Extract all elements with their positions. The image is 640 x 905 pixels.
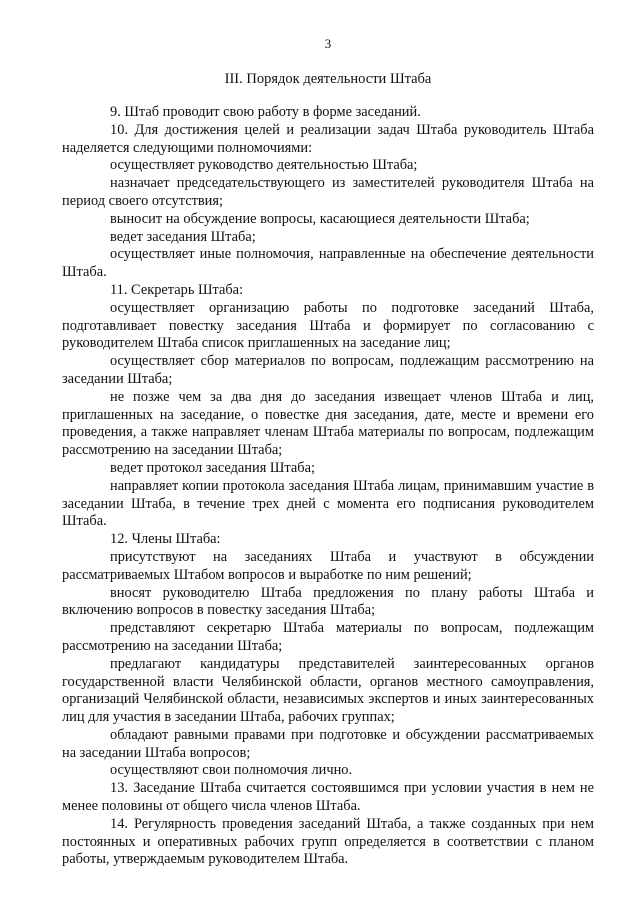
- paragraph: 11. Секретарь Штаба:: [110, 281, 244, 298]
- paragraph: не позже чем за два дня до заседания извещает членов Штаба и лиц, приглашенных на заседание, о повестке дня заседания, дате, месте и времени его проведения, а также направляет членам Штаба материалы по вопросам, подлежащим рассмотрению на заседании Штаба;: [62, 388, 594, 459]
- paragraph: присутствуют на заседаниях Штаба и участвуют в обсуждении рассматриваемых Штабом вопросов и выработке по ним решений;: [62, 548, 594, 583]
- paragraph: осуществляет иные полномочия, направленные на обеспечение деятельности Штаба.: [62, 246, 594, 281]
- paragraph: предлагают кандидатуры представителей заинтересованных органов государственной власти Челябинской области, органов местного самоуправления, организаций Челябинской области, независимых экспертов и иных заинтересованных лиц для участия в заседании Штаба, рабочих группах;: [62, 655, 594, 726]
- paragraph: вносят руководителю Штаба предложения по плану работы Штаба и включению вопросов в повестку заседания Штаба;: [62, 584, 594, 619]
- section-title: III. Порядок деятельности Штаба: [224, 71, 432, 87]
- paragraph: направляет копии протокола заседания Штаба лицам, принимавшим участие в заседании Штаба, в течение трех дней с момента его подписания руководителем Штаба.: [62, 477, 594, 530]
- paragraph: ведет протокол заседания Штаба;: [110, 459, 315, 476]
- paragraph: 14. Регулярность проведения заседаний Штаба, а также созданных при нем постоянных и оперативных рабочих групп определяется в соответствии с планом работы, утверждаемым руководителем Штаба.: [62, 815, 594, 868]
- paragraph: осуществляют свои полномочия лично.: [110, 762, 353, 779]
- paragraph: 9. Штаб проводит свою работу в форме заседаний.: [110, 104, 421, 120]
- paragraph: представляют секретарю Штаба материалы по вопросам, подлежащим рассмотрению на заседании Штаба;: [62, 620, 594, 654]
- paragraph: выносит на обсуждение вопросы, касающиеся деятельности Штаба;: [110, 210, 530, 227]
- paragraph: 12. Члены Штаба:: [110, 531, 221, 548]
- paragraph: осуществляет организацию работы по подготовке заседаний Штаба, подготавливает повестку заседания Штаба и формирует по согласованию с руководителем Штаба список приглашенных на заседание лиц;: [62, 299, 594, 352]
- paragraph: осуществляет руководство деятельностью Штаба;: [110, 157, 418, 174]
- paragraph: 10. Для достижения целей и реализации задач Штаба руководитель Штаба наделяется следующими полномочиями:: [62, 121, 594, 156]
- paragraph: назначает председательствующего из заместителей руководителя Штаба на период своего отсутствия;: [62, 175, 594, 209]
- paragraph: 13. Заседание Штаба считается состоявшимся при условии участия в нем не менее половины от общего числа членов Штаба.: [62, 780, 594, 815]
- paragraph: обладают равными правами при подготовке и обсуждении рассматриваемых на заседании Штаба вопросов;: [62, 726, 594, 761]
- page-number: 3: [324, 36, 332, 51]
- document-body: [62, 104, 594, 869]
- paragraph: осуществляет сбор материалов по вопросам, подлежащим рассмотрению на заседании Штаба;: [62, 353, 594, 387]
- paragraph: ведет заседания Штаба;: [110, 228, 256, 245]
